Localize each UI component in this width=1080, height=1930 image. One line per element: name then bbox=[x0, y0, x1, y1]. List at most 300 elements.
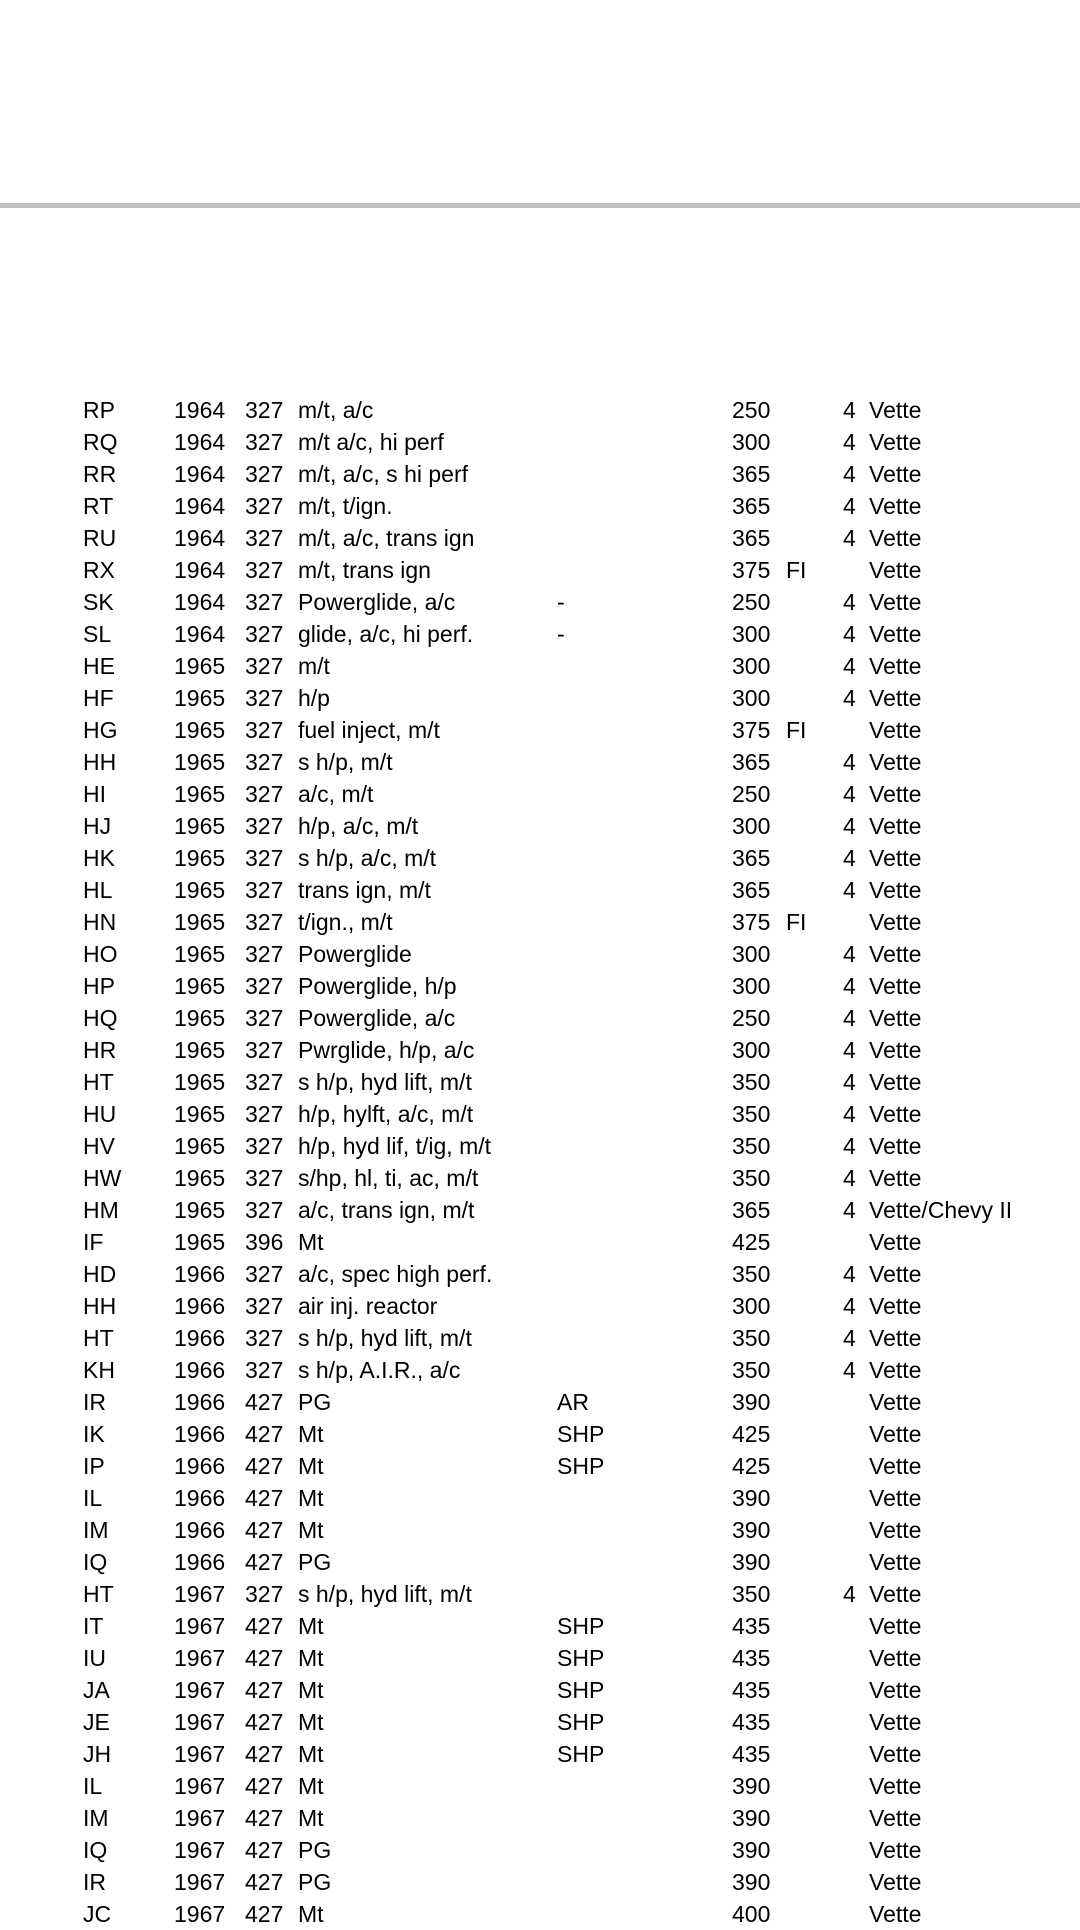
year: 1965 bbox=[174, 1197, 226, 1223]
year: 1965 bbox=[174, 749, 226, 775]
note: SHP bbox=[557, 1677, 605, 1703]
description: s h/p, hyd lift, m/t bbox=[298, 1069, 472, 1095]
application: Vette bbox=[869, 1677, 922, 1703]
carb-barrels: 4 bbox=[843, 1581, 856, 1607]
carb-barrels: 4 bbox=[843, 621, 856, 647]
displacement: 327 bbox=[245, 1005, 284, 1031]
carb-barrels: 4 bbox=[843, 1037, 856, 1063]
engine-code: HT bbox=[83, 1069, 114, 1095]
table-row bbox=[0, 970, 1080, 1002]
table-row bbox=[0, 490, 1080, 522]
engine-code: RU bbox=[83, 525, 117, 551]
engine-code: IK bbox=[83, 1421, 105, 1447]
engine-code: HU bbox=[83, 1101, 117, 1127]
year: 1967 bbox=[174, 1709, 226, 1735]
year: 1965 bbox=[174, 1037, 226, 1063]
application: Vette bbox=[869, 525, 922, 551]
horsepower: 435 bbox=[732, 1741, 771, 1767]
carb-barrels: 4 bbox=[843, 493, 856, 519]
table-row bbox=[0, 1482, 1080, 1514]
application: Vette bbox=[869, 461, 922, 487]
displacement: 327 bbox=[245, 1325, 284, 1351]
year: 1965 bbox=[174, 973, 226, 999]
description: m/t, a/c bbox=[298, 397, 374, 423]
horsepower: 365 bbox=[732, 493, 771, 519]
carb-barrels: 4 bbox=[843, 1133, 856, 1159]
description: fuel inject, m/t bbox=[298, 717, 440, 743]
description: Powerglide, h/p bbox=[298, 973, 457, 999]
year: 1965 bbox=[174, 845, 226, 871]
displacement: 327 bbox=[245, 1101, 284, 1127]
description: s h/p, A.I.R., a/c bbox=[298, 1357, 461, 1383]
horsepower: 365 bbox=[732, 845, 771, 871]
description: s h/p, hyd lift, m/t bbox=[298, 1581, 472, 1607]
table-row bbox=[0, 554, 1080, 586]
displacement: 327 bbox=[245, 1293, 284, 1319]
year: 1965 bbox=[174, 1229, 226, 1255]
description: a/c, trans ign, m/t bbox=[298, 1197, 475, 1223]
table-row bbox=[0, 1738, 1080, 1770]
table-row bbox=[0, 778, 1080, 810]
displacement: 427 bbox=[245, 1677, 284, 1703]
application: Vette bbox=[869, 1005, 922, 1031]
note: SHP bbox=[557, 1709, 605, 1735]
application: Vette bbox=[869, 1453, 922, 1479]
description: s h/p, hyd lift, m/t bbox=[298, 1325, 472, 1351]
page-divider bbox=[0, 203, 1080, 208]
description: a/c, m/t bbox=[298, 781, 374, 807]
horsepower: 300 bbox=[732, 1293, 771, 1319]
table-row bbox=[0, 1834, 1080, 1866]
displacement: 427 bbox=[245, 1869, 284, 1895]
carb-barrels: 4 bbox=[843, 781, 856, 807]
year: 1966 bbox=[174, 1261, 226, 1287]
year: 1965 bbox=[174, 941, 226, 967]
horsepower: 300 bbox=[732, 621, 771, 647]
year: 1967 bbox=[174, 1869, 226, 1895]
displacement: 327 bbox=[245, 909, 284, 935]
horsepower: 425 bbox=[732, 1421, 771, 1447]
table-row bbox=[0, 1322, 1080, 1354]
carb-barrels: 4 bbox=[843, 749, 856, 775]
year: 1964 bbox=[174, 397, 226, 423]
table-row bbox=[0, 1130, 1080, 1162]
engine-code: IM bbox=[83, 1805, 109, 1831]
fuel-injection-flag: FI bbox=[786, 557, 807, 583]
year: 1966 bbox=[174, 1293, 226, 1319]
description: Mt bbox=[298, 1453, 324, 1479]
engine-code: RX bbox=[83, 557, 115, 583]
displacement: 427 bbox=[245, 1805, 284, 1831]
engine-code: SL bbox=[83, 621, 112, 647]
application: Vette bbox=[869, 941, 922, 967]
displacement: 427 bbox=[245, 1741, 284, 1767]
description: Mt bbox=[298, 1901, 324, 1927]
table-row bbox=[0, 714, 1080, 746]
application: Vette bbox=[869, 973, 922, 999]
displacement: 327 bbox=[245, 717, 284, 743]
table-row bbox=[0, 650, 1080, 682]
application: Vette bbox=[869, 1613, 922, 1639]
description: Mt bbox=[298, 1709, 324, 1735]
description: Mt bbox=[298, 1517, 324, 1543]
horsepower: 350 bbox=[732, 1357, 771, 1383]
displacement: 327 bbox=[245, 589, 284, 615]
application: Vette bbox=[869, 1581, 922, 1607]
year: 1964 bbox=[174, 429, 226, 455]
application: Vette bbox=[869, 1261, 922, 1287]
carb-barrels: 4 bbox=[843, 525, 856, 551]
table-row bbox=[0, 522, 1080, 554]
description: m/t, a/c, s hi perf bbox=[298, 461, 468, 487]
engine-code: IQ bbox=[83, 1837, 108, 1863]
year: 1967 bbox=[174, 1901, 226, 1927]
horsepower: 375 bbox=[732, 717, 771, 743]
table-row bbox=[0, 1226, 1080, 1258]
displacement: 427 bbox=[245, 1645, 284, 1671]
fuel-injection-flag: FI bbox=[786, 717, 807, 743]
displacement: 427 bbox=[245, 1709, 284, 1735]
displacement: 327 bbox=[245, 845, 284, 871]
horsepower: 250 bbox=[732, 781, 771, 807]
description: m/t, trans ign bbox=[298, 557, 431, 583]
application: Vette bbox=[869, 397, 922, 423]
displacement: 327 bbox=[245, 653, 284, 679]
application: Vette bbox=[869, 1901, 922, 1927]
carb-barrels: 4 bbox=[843, 1293, 856, 1319]
year: 1965 bbox=[174, 1133, 226, 1159]
displacement: 327 bbox=[245, 397, 284, 423]
engine-code: RP bbox=[83, 397, 115, 423]
application: Vette bbox=[869, 1389, 922, 1415]
displacement: 427 bbox=[245, 1901, 284, 1927]
carb-barrels: 4 bbox=[843, 1197, 856, 1223]
description: a/c, spec high perf. bbox=[298, 1261, 493, 1287]
application: Vette bbox=[869, 1229, 922, 1255]
displacement: 396 bbox=[245, 1229, 284, 1255]
carb-barrels: 4 bbox=[843, 461, 856, 487]
displacement: 327 bbox=[245, 557, 284, 583]
displacement: 327 bbox=[245, 877, 284, 903]
engine-code: HE bbox=[83, 653, 115, 679]
horsepower: 300 bbox=[732, 685, 771, 711]
table-row bbox=[0, 586, 1080, 618]
application: Vette bbox=[869, 429, 922, 455]
horsepower: 300 bbox=[732, 1037, 771, 1063]
horsepower: 300 bbox=[732, 973, 771, 999]
application: Vette bbox=[869, 1645, 922, 1671]
description: trans ign, m/t bbox=[298, 877, 431, 903]
description: m/t a/c, hi perf bbox=[298, 429, 444, 455]
year: 1967 bbox=[174, 1837, 226, 1863]
application: Vette bbox=[869, 1325, 922, 1351]
description: Mt bbox=[298, 1677, 324, 1703]
description: Pwrglide, h/p, a/c bbox=[298, 1037, 475, 1063]
displacement: 327 bbox=[245, 749, 284, 775]
horsepower: 350 bbox=[732, 1325, 771, 1351]
description: Mt bbox=[298, 1741, 324, 1767]
table-row bbox=[0, 1418, 1080, 1450]
table-row bbox=[0, 1098, 1080, 1130]
year: 1965 bbox=[174, 877, 226, 903]
horsepower: 365 bbox=[732, 461, 771, 487]
application: Vette bbox=[869, 781, 922, 807]
engine-code: JE bbox=[83, 1709, 110, 1735]
year: 1965 bbox=[174, 1101, 226, 1127]
carb-barrels: 4 bbox=[843, 1165, 856, 1191]
table-row bbox=[0, 458, 1080, 490]
year: 1965 bbox=[174, 1069, 226, 1095]
description: Powerglide, a/c bbox=[298, 589, 456, 615]
description: Mt bbox=[298, 1421, 324, 1447]
engine-code: HM bbox=[83, 1197, 119, 1223]
engine-code: HI bbox=[83, 781, 106, 807]
application: Vette bbox=[869, 1293, 922, 1319]
description: glide, a/c, hi perf. bbox=[298, 621, 474, 647]
description: m/t bbox=[298, 653, 330, 679]
carb-barrels: 4 bbox=[843, 1005, 856, 1031]
horsepower: 250 bbox=[732, 1005, 771, 1031]
horsepower: 425 bbox=[732, 1229, 771, 1255]
displacement: 327 bbox=[245, 461, 284, 487]
application: Vette/Chevy II bbox=[869, 1197, 1013, 1223]
horsepower: 365 bbox=[732, 877, 771, 903]
horsepower: 400 bbox=[732, 1901, 771, 1927]
description: PG bbox=[298, 1837, 332, 1863]
application: Vette bbox=[869, 1741, 922, 1767]
description: m/t, t/ign. bbox=[298, 493, 393, 519]
application: Vette bbox=[869, 1837, 922, 1863]
engine-code: IL bbox=[83, 1773, 103, 1799]
engine-code: HR bbox=[83, 1037, 117, 1063]
displacement: 327 bbox=[245, 1581, 284, 1607]
application: Vette bbox=[869, 813, 922, 839]
note: SHP bbox=[557, 1421, 605, 1447]
displacement: 427 bbox=[245, 1421, 284, 1447]
table-row bbox=[0, 1898, 1080, 1930]
application: Vette bbox=[869, 1037, 922, 1063]
horsepower: 390 bbox=[732, 1837, 771, 1863]
description: s/hp, hl, ti, ac, m/t bbox=[298, 1165, 479, 1191]
displacement: 427 bbox=[245, 1485, 284, 1511]
table-row bbox=[0, 1866, 1080, 1898]
description: Mt bbox=[298, 1229, 324, 1255]
horsepower: 375 bbox=[732, 557, 771, 583]
description: Mt bbox=[298, 1613, 324, 1639]
displacement: 327 bbox=[245, 1197, 284, 1223]
year: 1964 bbox=[174, 493, 226, 519]
description: h/p, hyd lif, t/ig, m/t bbox=[298, 1133, 492, 1159]
horsepower: 250 bbox=[732, 397, 771, 423]
application: Vette bbox=[869, 1549, 922, 1575]
year: 1967 bbox=[174, 1805, 226, 1831]
engine-code: JH bbox=[83, 1741, 112, 1767]
table-row bbox=[0, 1034, 1080, 1066]
table-row bbox=[0, 682, 1080, 714]
horsepower: 350 bbox=[732, 1165, 771, 1191]
engine-code-table bbox=[0, 394, 1080, 1930]
engine-code: HJ bbox=[83, 813, 112, 839]
carb-barrels: 4 bbox=[843, 653, 856, 679]
horsepower: 365 bbox=[732, 749, 771, 775]
horsepower: 425 bbox=[732, 1453, 771, 1479]
description: PG bbox=[298, 1869, 332, 1895]
carb-barrels: 4 bbox=[843, 813, 856, 839]
table-row bbox=[0, 1770, 1080, 1802]
displacement: 327 bbox=[245, 941, 284, 967]
engine-code: IR bbox=[83, 1389, 106, 1415]
description: s h/p, m/t bbox=[298, 749, 393, 775]
year: 1967 bbox=[174, 1581, 226, 1607]
displacement: 327 bbox=[245, 1037, 284, 1063]
engine-code: HH bbox=[83, 1293, 117, 1319]
engine-code: IL bbox=[83, 1485, 103, 1511]
engine-code: KH bbox=[83, 1357, 115, 1383]
year: 1966 bbox=[174, 1549, 226, 1575]
year: 1967 bbox=[174, 1645, 226, 1671]
table-row bbox=[0, 1002, 1080, 1034]
year: 1965 bbox=[174, 781, 226, 807]
description: PG bbox=[298, 1549, 332, 1575]
engine-code: IT bbox=[83, 1613, 104, 1639]
table-row bbox=[0, 938, 1080, 970]
horsepower: 435 bbox=[732, 1645, 771, 1671]
carb-barrels: 4 bbox=[843, 429, 856, 455]
displacement: 327 bbox=[245, 781, 284, 807]
displacement: 427 bbox=[245, 1837, 284, 1863]
fuel-injection-flag: FI bbox=[786, 909, 807, 935]
engine-code: HD bbox=[83, 1261, 117, 1287]
horsepower: 390 bbox=[732, 1869, 771, 1895]
horsepower: 350 bbox=[732, 1069, 771, 1095]
year: 1964 bbox=[174, 461, 226, 487]
engine-code: JC bbox=[83, 1901, 112, 1927]
displacement: 327 bbox=[245, 1165, 284, 1191]
horsepower: 300 bbox=[732, 653, 771, 679]
carb-barrels: 4 bbox=[843, 877, 856, 903]
displacement: 327 bbox=[245, 973, 284, 999]
engine-code: HK bbox=[83, 845, 115, 871]
horsepower: 390 bbox=[732, 1485, 771, 1511]
table-row bbox=[0, 1642, 1080, 1674]
carb-barrels: 4 bbox=[843, 1261, 856, 1287]
application: Vette bbox=[869, 1869, 922, 1895]
year: 1965 bbox=[174, 685, 226, 711]
engine-code: IR bbox=[83, 1869, 106, 1895]
note: AR bbox=[557, 1389, 589, 1415]
description: Powerglide, a/c bbox=[298, 1005, 456, 1031]
application: Vette bbox=[869, 1421, 922, 1447]
table-row bbox=[0, 618, 1080, 650]
application: Vette bbox=[869, 1709, 922, 1735]
horsepower: 435 bbox=[732, 1709, 771, 1735]
application: Vette bbox=[869, 1357, 922, 1383]
year: 1967 bbox=[174, 1677, 226, 1703]
engine-code: HW bbox=[83, 1165, 122, 1191]
displacement: 427 bbox=[245, 1389, 284, 1415]
table-row bbox=[0, 842, 1080, 874]
year: 1964 bbox=[174, 557, 226, 583]
description: h/p bbox=[298, 685, 330, 711]
application: Vette bbox=[869, 1805, 922, 1831]
application: Vette bbox=[869, 1517, 922, 1543]
carb-barrels: 4 bbox=[843, 1069, 856, 1095]
engine-code: IM bbox=[83, 1517, 109, 1543]
displacement: 427 bbox=[245, 1613, 284, 1639]
horsepower: 350 bbox=[732, 1133, 771, 1159]
application: Vette bbox=[869, 717, 922, 743]
carb-barrels: 4 bbox=[843, 589, 856, 615]
description: Powerglide bbox=[298, 941, 412, 967]
year: 1966 bbox=[174, 1421, 226, 1447]
engine-code: RQ bbox=[83, 429, 118, 455]
carb-barrels: 4 bbox=[843, 973, 856, 999]
horsepower: 350 bbox=[732, 1261, 771, 1287]
engine-code: IF bbox=[83, 1229, 104, 1255]
table-row bbox=[0, 1386, 1080, 1418]
carb-barrels: 4 bbox=[843, 1357, 856, 1383]
engine-code: JA bbox=[83, 1677, 110, 1703]
year: 1965 bbox=[174, 909, 226, 935]
application: Vette bbox=[869, 1165, 922, 1191]
description: t/ign., m/t bbox=[298, 909, 393, 935]
table-row bbox=[0, 1802, 1080, 1834]
table-row bbox=[0, 1066, 1080, 1098]
carb-barrels: 4 bbox=[843, 1101, 856, 1127]
year: 1965 bbox=[174, 653, 226, 679]
table-row bbox=[0, 1258, 1080, 1290]
year: 1965 bbox=[174, 813, 226, 839]
note: SHP bbox=[557, 1453, 605, 1479]
table-row bbox=[0, 1290, 1080, 1322]
horsepower: 350 bbox=[732, 1581, 771, 1607]
horsepower: 300 bbox=[732, 813, 771, 839]
year: 1966 bbox=[174, 1389, 226, 1415]
table-row bbox=[0, 746, 1080, 778]
table-row bbox=[0, 874, 1080, 906]
engine-code: HO bbox=[83, 941, 118, 967]
horsepower: 300 bbox=[732, 941, 771, 967]
application: Vette bbox=[869, 909, 922, 935]
horsepower: 390 bbox=[732, 1517, 771, 1543]
table-row bbox=[0, 426, 1080, 458]
displacement: 327 bbox=[245, 1133, 284, 1159]
table-row bbox=[0, 906, 1080, 938]
description: m/t, a/c, trans ign bbox=[298, 525, 475, 551]
horsepower: 390 bbox=[732, 1389, 771, 1415]
note: - bbox=[557, 589, 565, 615]
engine-code: HT bbox=[83, 1325, 114, 1351]
description: h/p, hylft, a/c, m/t bbox=[298, 1101, 474, 1127]
table-row bbox=[0, 1450, 1080, 1482]
carb-barrels: 4 bbox=[843, 941, 856, 967]
displacement: 427 bbox=[245, 1517, 284, 1543]
year: 1965 bbox=[174, 1165, 226, 1191]
description: Mt bbox=[298, 1805, 324, 1831]
table-row bbox=[0, 1354, 1080, 1386]
horsepower: 365 bbox=[732, 525, 771, 551]
engine-code: SK bbox=[83, 589, 114, 615]
application: Vette bbox=[869, 589, 922, 615]
year: 1966 bbox=[174, 1357, 226, 1383]
description: PG bbox=[298, 1389, 332, 1415]
displacement: 327 bbox=[245, 685, 284, 711]
horsepower: 375 bbox=[732, 909, 771, 935]
application: Vette bbox=[869, 653, 922, 679]
table-row bbox=[0, 1706, 1080, 1738]
description: Mt bbox=[298, 1773, 324, 1799]
table-row bbox=[0, 1610, 1080, 1642]
